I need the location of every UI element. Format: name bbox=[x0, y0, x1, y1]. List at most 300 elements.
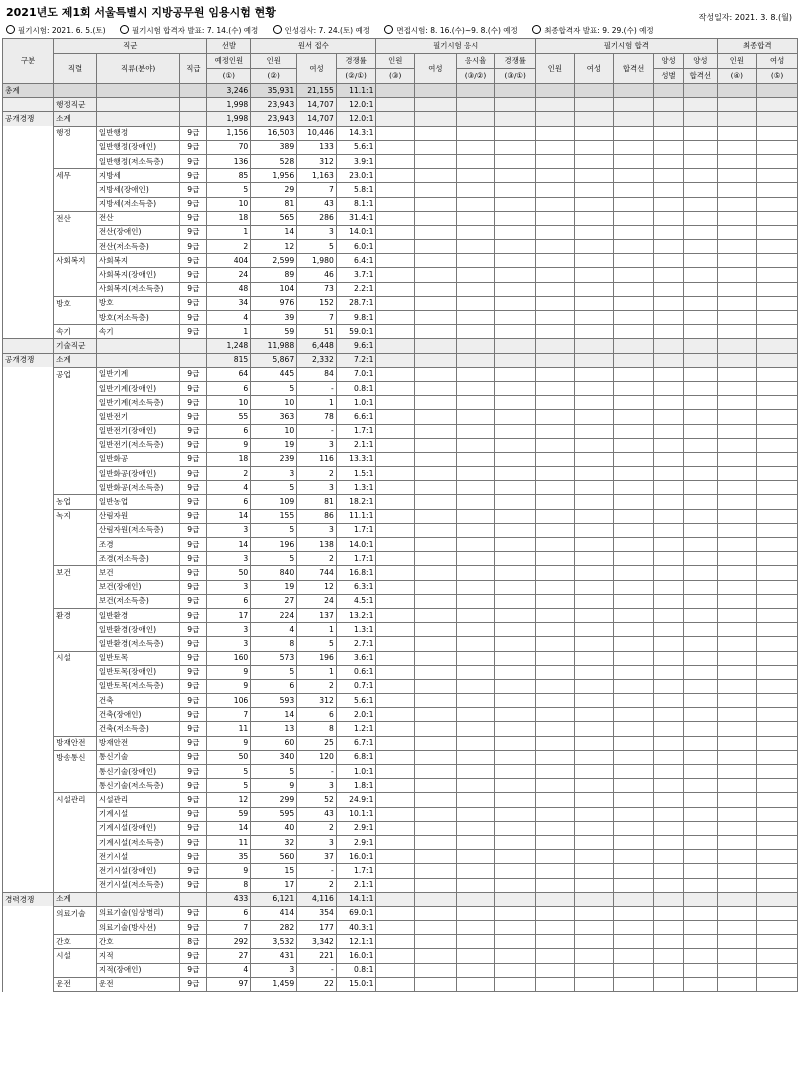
cell-empty bbox=[376, 240, 415, 254]
cell-empty bbox=[495, 538, 536, 552]
cell-empty bbox=[495, 949, 536, 963]
cell-wonseo-yeoseong: 3 bbox=[297, 438, 337, 452]
cell-wonseo-ratio: 59.0:1 bbox=[336, 325, 376, 339]
cell-empty bbox=[684, 140, 717, 154]
cell-empty bbox=[717, 140, 757, 154]
cell-empty bbox=[717, 651, 757, 665]
cell-empty bbox=[536, 665, 575, 679]
cell-jikryeol bbox=[54, 452, 97, 466]
cell-wonseo-inwon: 573 bbox=[251, 651, 297, 665]
cell-empty bbox=[456, 509, 495, 523]
cell-empty bbox=[717, 183, 757, 197]
cell-empty bbox=[653, 438, 683, 452]
cell-empty bbox=[653, 750, 683, 764]
cell-empty bbox=[536, 807, 575, 821]
cell-seonbal: 6 bbox=[207, 381, 251, 395]
cell-empty bbox=[415, 580, 457, 594]
cell-empty bbox=[495, 467, 536, 481]
cell-jikryu: 보건 bbox=[96, 566, 179, 580]
cell-empty bbox=[415, 126, 457, 140]
table-row bbox=[3, 821, 798, 835]
cell-empty bbox=[717, 736, 757, 750]
cell-jikryeol bbox=[54, 140, 97, 154]
header-pilgi-eungsi: 필기시험 응시 bbox=[376, 39, 536, 54]
cell-jikgeup: 9급 bbox=[180, 651, 207, 665]
cell-empty bbox=[376, 679, 415, 693]
cell-wonseo-yeoseong: 52 bbox=[297, 793, 337, 807]
cell-seonbal: 2 bbox=[207, 467, 251, 481]
header-p-yeoseong: 여성 bbox=[415, 54, 457, 84]
cell-wonseo-inwon: 81 bbox=[251, 197, 297, 211]
cell-wonseo-yeoseong: - bbox=[297, 424, 337, 438]
cell-empty bbox=[376, 921, 415, 935]
cell-empty bbox=[653, 594, 683, 608]
cell-empty bbox=[653, 467, 683, 481]
cell-empty bbox=[415, 225, 457, 239]
cell-empty bbox=[415, 708, 457, 722]
cell-empty bbox=[757, 452, 798, 466]
cell-empty bbox=[415, 807, 457, 821]
cell-jikryeol bbox=[54, 850, 97, 864]
cell-wonseo-ratio: 1.0:1 bbox=[336, 765, 376, 779]
cell-jikgeup: 9급 bbox=[180, 381, 207, 395]
cell-wonseo-ratio: 1.3:1 bbox=[336, 481, 376, 495]
cell-empty bbox=[574, 921, 614, 935]
cell-empty bbox=[757, 254, 798, 268]
cell-jikryeol bbox=[54, 438, 97, 452]
cell-empty bbox=[495, 552, 536, 566]
cell-jikgeup: 9급 bbox=[180, 523, 207, 537]
cell-empty bbox=[536, 396, 575, 410]
cell-wonseo-yeoseong: - bbox=[297, 864, 337, 878]
cell-seonbal: 14 bbox=[207, 538, 251, 552]
schedule-note: 필기시험 합격자 발표: 7. 14.(수) 예정 bbox=[120, 26, 258, 35]
cell-seonbal: 70 bbox=[207, 140, 251, 154]
cell-wonseo-ratio: 69.0:1 bbox=[336, 906, 376, 920]
cell-seonbal: 1 bbox=[207, 325, 251, 339]
cell-empty bbox=[456, 665, 495, 679]
cell-empty bbox=[415, 268, 457, 282]
cell-empty bbox=[614, 679, 654, 693]
cell-jikryu bbox=[96, 339, 179, 353]
header-w-ratio: 경쟁률 bbox=[336, 54, 376, 69]
cell-empty bbox=[415, 254, 457, 268]
cell-empty bbox=[495, 580, 536, 594]
cell-wonseo-inwon: 4 bbox=[251, 623, 297, 637]
cell-wonseo-ratio: 7.0:1 bbox=[336, 367, 376, 381]
cell-gubun bbox=[3, 396, 54, 410]
cell-empty bbox=[717, 821, 757, 835]
cell-empty bbox=[415, 481, 457, 495]
cell-seonbal: 1,998 bbox=[207, 112, 251, 126]
cell-gubun bbox=[3, 268, 54, 282]
cell-seonbal: 7 bbox=[207, 921, 251, 935]
cell-empty bbox=[376, 722, 415, 736]
header-f-yeoseong: 여성 bbox=[757, 54, 798, 69]
cell-wonseo-ratio: 16.0:1 bbox=[336, 850, 376, 864]
cell-empty bbox=[653, 835, 683, 849]
cell-empty bbox=[376, 608, 415, 622]
cell-wonseo-inwon: 23,943 bbox=[251, 112, 297, 126]
cell-seonbal: 9 bbox=[207, 736, 251, 750]
cell-empty bbox=[456, 240, 495, 254]
cell-empty bbox=[574, 211, 614, 225]
cell-empty bbox=[376, 424, 415, 438]
cell-empty bbox=[495, 311, 536, 325]
cell-empty bbox=[376, 169, 415, 183]
cell-jikgeup: 9급 bbox=[180, 679, 207, 693]
cell-wonseo-yeoseong: 138 bbox=[297, 538, 337, 552]
cell-empty bbox=[495, 396, 536, 410]
cell-empty bbox=[536, 481, 575, 495]
cell-seonbal: 3 bbox=[207, 623, 251, 637]
cell-jikryeol bbox=[54, 708, 97, 722]
cell-empty bbox=[456, 481, 495, 495]
cell-wonseo-ratio: 7.2:1 bbox=[336, 353, 376, 367]
cell-empty bbox=[415, 906, 457, 920]
cell-gubun bbox=[3, 154, 54, 168]
cell-empty bbox=[653, 722, 683, 736]
table-row bbox=[3, 793, 798, 807]
cell-empty bbox=[376, 694, 415, 708]
cell-empty bbox=[614, 353, 654, 367]
cell-empty bbox=[495, 296, 536, 310]
cell-wonseo-yeoseong: 14,707 bbox=[297, 98, 337, 112]
cell-jikryu: 일반토목(장애인) bbox=[96, 665, 179, 679]
cell-wonseo-yeoseong: 137 bbox=[297, 608, 337, 622]
cell-empty bbox=[536, 240, 575, 254]
cell-wonseo-ratio: 14.0:1 bbox=[336, 538, 376, 552]
cell-jikryeol: 세무 bbox=[54, 169, 97, 183]
cell-empty bbox=[495, 254, 536, 268]
cell-jikryu: 사회복지 bbox=[96, 254, 179, 268]
cell-jikryu: 간호 bbox=[96, 935, 179, 949]
cell-empty bbox=[456, 878, 495, 892]
cell-wonseo-inwon: 27 bbox=[251, 594, 297, 608]
cell-wonseo-ratio: 14.3:1 bbox=[336, 126, 376, 140]
cell-empty bbox=[653, 211, 683, 225]
cell-wonseo-yeoseong: 1,163 bbox=[297, 169, 337, 183]
cell-wonseo-ratio: 2.7:1 bbox=[336, 637, 376, 651]
cell-wonseo-ratio: 1.7:1 bbox=[336, 552, 376, 566]
cell-seonbal: 35 bbox=[207, 850, 251, 864]
cell-seonbal: 5 bbox=[207, 183, 251, 197]
cell-empty bbox=[757, 98, 798, 112]
cell-empty bbox=[456, 311, 495, 325]
cell-gubun bbox=[3, 311, 54, 325]
table-row bbox=[3, 651, 798, 665]
cell-gubun bbox=[3, 509, 54, 523]
cell-gubun bbox=[3, 708, 54, 722]
cell-empty bbox=[757, 268, 798, 282]
cell-empty bbox=[614, 736, 654, 750]
cell-empty bbox=[536, 282, 575, 296]
cell-empty bbox=[614, 240, 654, 254]
cell-empty bbox=[717, 353, 757, 367]
cell-empty bbox=[376, 495, 415, 509]
cell-empty bbox=[536, 580, 575, 594]
cell-empty bbox=[495, 864, 536, 878]
cell-jikryu: 산림자원(저소득층) bbox=[96, 523, 179, 537]
cell-empty bbox=[757, 765, 798, 779]
cell-empty bbox=[415, 963, 457, 977]
cell-jikgeup: 9급 bbox=[180, 949, 207, 963]
cell-wonseo-ratio: 0.8:1 bbox=[336, 963, 376, 977]
cell-empty bbox=[684, 509, 717, 523]
cell-empty bbox=[574, 765, 614, 779]
cell-empty bbox=[456, 694, 495, 708]
cell-wonseo-yeoseong: 8 bbox=[297, 722, 337, 736]
cell-seonbal: 48 bbox=[207, 282, 251, 296]
table-row bbox=[3, 240, 798, 254]
cell-jikgeup bbox=[180, 339, 207, 353]
cell-empty bbox=[684, 339, 717, 353]
cell-jikgeup: 9급 bbox=[180, 211, 207, 225]
cell-jikgeup: 9급 bbox=[180, 467, 207, 481]
cell-seonbal: 1 bbox=[207, 225, 251, 239]
cell-empty bbox=[495, 835, 536, 849]
cell-empty bbox=[614, 268, 654, 282]
cell-empty bbox=[614, 367, 654, 381]
cell-empty bbox=[495, 821, 536, 835]
cell-empty bbox=[495, 154, 536, 168]
cell-empty bbox=[574, 240, 614, 254]
cell-wonseo-yeoseong: 43 bbox=[297, 197, 337, 211]
cell-empty bbox=[456, 594, 495, 608]
cell-empty bbox=[415, 750, 457, 764]
cell-empty bbox=[614, 538, 654, 552]
cell-jikgeup: 9급 bbox=[180, 296, 207, 310]
cell-jikgeup: 8급 bbox=[180, 935, 207, 949]
cell-empty bbox=[536, 339, 575, 353]
header-final: 최종합격 bbox=[717, 39, 797, 54]
cell-empty bbox=[614, 722, 654, 736]
cell-empty bbox=[415, 296, 457, 310]
cell-wonseo-yeoseong: - bbox=[297, 765, 337, 779]
cell-empty bbox=[653, 623, 683, 637]
cell-empty bbox=[495, 140, 536, 154]
header-w-inwon: 인원 bbox=[251, 54, 297, 69]
table-body bbox=[3, 84, 798, 992]
cell-empty bbox=[456, 637, 495, 651]
cell-gubun: 공개경쟁 bbox=[3, 353, 54, 367]
cell-wonseo-yeoseong: 86 bbox=[297, 509, 337, 523]
cell-empty bbox=[757, 282, 798, 296]
cell-wonseo-inwon: 19 bbox=[251, 438, 297, 452]
cell-wonseo-inwon: 155 bbox=[251, 509, 297, 523]
cell-gubun bbox=[3, 98, 54, 112]
header-jikgeup: 직급 bbox=[180, 54, 207, 84]
cell-jikryu: 사회복지(저소득층) bbox=[96, 282, 179, 296]
cell-empty bbox=[456, 169, 495, 183]
cell-wonseo-inwon: 528 bbox=[251, 154, 297, 168]
cell-empty bbox=[653, 665, 683, 679]
cell-jikryeol bbox=[54, 240, 97, 254]
cell-seonbal: 5 bbox=[207, 779, 251, 793]
cell-wonseo-inwon: 593 bbox=[251, 694, 297, 708]
cell-empty bbox=[536, 296, 575, 310]
cell-empty bbox=[415, 679, 457, 693]
table-row bbox=[3, 140, 798, 154]
cell-empty bbox=[536, 311, 575, 325]
cell-empty bbox=[614, 424, 654, 438]
header-seonbal: 선발 bbox=[207, 39, 251, 54]
cell-seonbal: 106 bbox=[207, 694, 251, 708]
cell-empty bbox=[717, 126, 757, 140]
cell-empty bbox=[574, 169, 614, 183]
cell-empty bbox=[536, 183, 575, 197]
cell-empty bbox=[574, 835, 614, 849]
cell-empty bbox=[415, 339, 457, 353]
cell-wonseo-yeoseong: 10,446 bbox=[297, 126, 337, 140]
table-row bbox=[3, 154, 798, 168]
cell-wonseo-ratio: 1.2:1 bbox=[336, 722, 376, 736]
cell-empty bbox=[717, 779, 757, 793]
cell-wonseo-yeoseong: 3 bbox=[297, 523, 337, 537]
cell-wonseo-yeoseong: 2 bbox=[297, 878, 337, 892]
cell-empty bbox=[456, 452, 495, 466]
cell-empty bbox=[415, 282, 457, 296]
table-row bbox=[3, 580, 798, 594]
cell-jikryu: 일반화공(장애인) bbox=[96, 467, 179, 481]
cell-empty bbox=[653, 396, 683, 410]
cell-jikryu: 운전 bbox=[96, 977, 179, 991]
cell-jikryeol bbox=[54, 623, 97, 637]
cell-gubun: 총계 bbox=[3, 84, 54, 98]
cell-seonbal: 6 bbox=[207, 594, 251, 608]
cell-wonseo-inwon: 1,956 bbox=[251, 169, 297, 183]
cell-empty bbox=[717, 963, 757, 977]
cell-empty bbox=[574, 736, 614, 750]
cell-empty bbox=[653, 452, 683, 466]
cell-wonseo-ratio: 12.0:1 bbox=[336, 112, 376, 126]
cell-wonseo-yeoseong: 2 bbox=[297, 467, 337, 481]
cell-jikryu: 일반화공 bbox=[96, 452, 179, 466]
cell-gubun bbox=[3, 949, 54, 963]
cell-seonbal: 64 bbox=[207, 367, 251, 381]
header-p-rate: 응시율 bbox=[456, 54, 495, 69]
cell-jikryeol: 운전 bbox=[54, 977, 97, 991]
cell-empty bbox=[376, 467, 415, 481]
cell-seonbal: 9 bbox=[207, 864, 251, 878]
cell-empty bbox=[456, 722, 495, 736]
cell-empty bbox=[614, 211, 654, 225]
table-row bbox=[3, 126, 798, 140]
cell-seonbal: 1,156 bbox=[207, 126, 251, 140]
cell-wonseo-yeoseong: 6,448 bbox=[297, 339, 337, 353]
cell-gubun bbox=[3, 296, 54, 310]
cell-gubun bbox=[3, 963, 54, 977]
cell-empty bbox=[757, 339, 798, 353]
cell-wonseo-yeoseong: 51 bbox=[297, 325, 337, 339]
cell-empty bbox=[653, 921, 683, 935]
cell-empty bbox=[614, 325, 654, 339]
cell-wonseo-yeoseong: 81 bbox=[297, 495, 337, 509]
cell-empty bbox=[376, 864, 415, 878]
cell-wonseo-ratio: 2.0:1 bbox=[336, 708, 376, 722]
cell-empty bbox=[614, 523, 654, 537]
table-row bbox=[3, 552, 798, 566]
cell-gubun bbox=[3, 523, 54, 537]
table-row bbox=[3, 594, 798, 608]
cell-empty bbox=[376, 225, 415, 239]
exam-status-table bbox=[2, 38, 798, 992]
header-p-ratio2: (③/①) bbox=[495, 69, 536, 84]
cell-empty bbox=[684, 821, 717, 835]
cell-empty bbox=[415, 651, 457, 665]
header-w-ratio2: (②/①) bbox=[336, 69, 376, 84]
cell-gubun: 경력경쟁 bbox=[3, 892, 54, 906]
cell-empty bbox=[495, 608, 536, 622]
table-row bbox=[3, 452, 798, 466]
cell-empty bbox=[376, 98, 415, 112]
table-row bbox=[3, 509, 798, 523]
cell-empty bbox=[614, 169, 654, 183]
cell-wonseo-yeoseong: - bbox=[297, 963, 337, 977]
cell-empty bbox=[536, 906, 575, 920]
cell-empty bbox=[757, 296, 798, 310]
header-jikryu: 직류(분야) bbox=[96, 54, 179, 84]
table-row bbox=[3, 481, 798, 495]
cell-empty bbox=[376, 112, 415, 126]
cell-empty bbox=[376, 665, 415, 679]
cell-empty bbox=[376, 566, 415, 580]
cell-empty bbox=[717, 98, 757, 112]
cell-empty bbox=[495, 438, 536, 452]
cell-wonseo-ratio: 1.5:1 bbox=[336, 467, 376, 481]
cell-empty bbox=[684, 835, 717, 849]
table-row bbox=[3, 779, 798, 793]
cell-empty bbox=[574, 538, 614, 552]
cell-seonbal: 11 bbox=[207, 835, 251, 849]
cell-wonseo-yeoseong: 7 bbox=[297, 311, 337, 325]
cell-jikryeol: 보건 bbox=[54, 566, 97, 580]
cell-empty bbox=[653, 183, 683, 197]
cell-gubun bbox=[3, 736, 54, 750]
cell-jikgeup: 9급 bbox=[180, 254, 207, 268]
cell-empty bbox=[456, 736, 495, 750]
cell-empty bbox=[653, 254, 683, 268]
created-date: 작성일자: 2021. 3. 8.(월) bbox=[698, 13, 792, 22]
cell-jikryu: 산림자원 bbox=[96, 509, 179, 523]
cell-gubun bbox=[3, 793, 54, 807]
cell-jikryu: 전산(저소득층) bbox=[96, 240, 179, 254]
cell-empty bbox=[456, 679, 495, 693]
cell-empty bbox=[684, 935, 717, 949]
cell-empty bbox=[614, 84, 654, 98]
cell-empty bbox=[495, 750, 536, 764]
table-row bbox=[3, 438, 798, 452]
cell-jikgeup: 9급 bbox=[180, 665, 207, 679]
cell-empty bbox=[574, 154, 614, 168]
cell-seonbal: 17 bbox=[207, 608, 251, 622]
cell-empty bbox=[757, 495, 798, 509]
cell-wonseo-yeoseong: 120 bbox=[297, 750, 337, 764]
cell-empty bbox=[684, 963, 717, 977]
cell-empty bbox=[415, 949, 457, 963]
cell-empty bbox=[574, 906, 614, 920]
cell-empty bbox=[536, 381, 575, 395]
cell-wonseo-yeoseong: 744 bbox=[297, 566, 337, 580]
cell-jikryeol bbox=[54, 197, 97, 211]
cell-wonseo-inwon: 89 bbox=[251, 268, 297, 282]
cell-empty bbox=[717, 864, 757, 878]
cell-seonbal: 11 bbox=[207, 722, 251, 736]
cell-empty bbox=[717, 325, 757, 339]
cell-empty bbox=[614, 878, 654, 892]
cell-seonbal: 433 bbox=[207, 892, 251, 906]
cell-seonbal: 14 bbox=[207, 821, 251, 835]
